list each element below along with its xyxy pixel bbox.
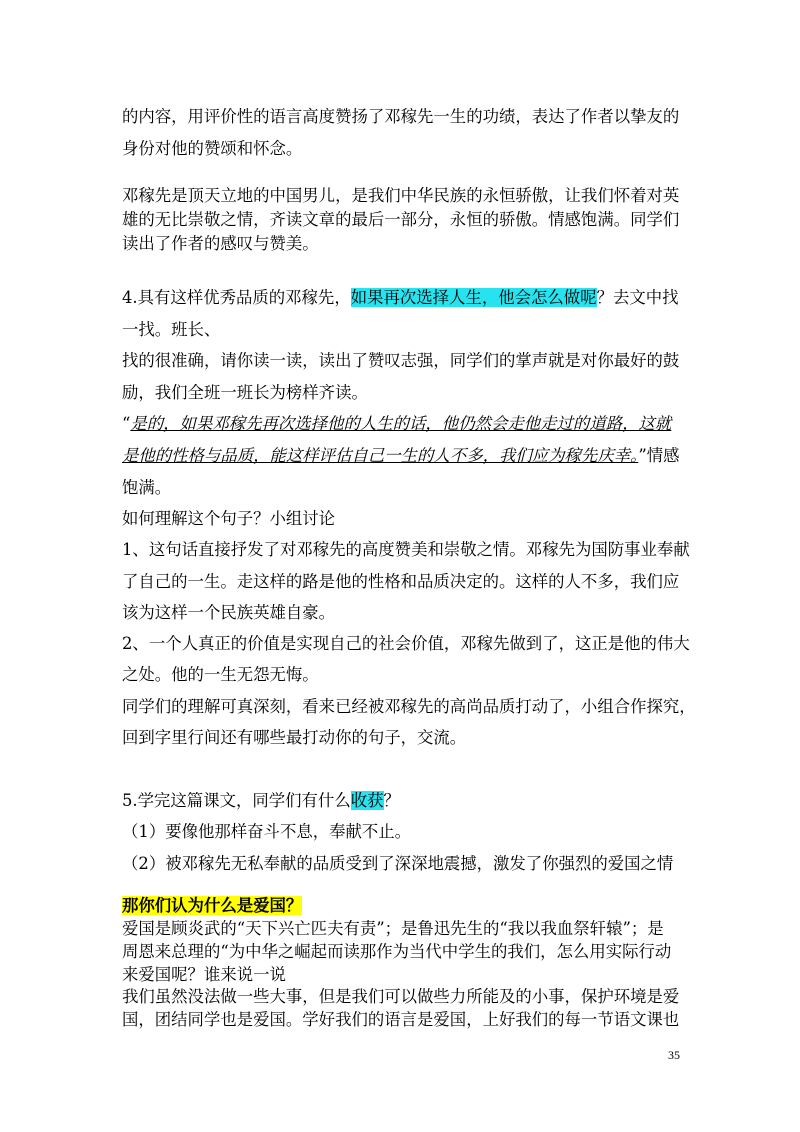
text-line: 之处。他的一生无怨无悔。	[122, 665, 319, 684]
page-number: 35	[668, 1048, 680, 1062]
text-line: 找的很准确，请你读一读，读出了赞叹志强，同学们的掌声就是对你最好的鼓	[122, 351, 680, 370]
text-line: 如何理解这个句子？小组讨论	[122, 509, 336, 528]
text-line: 同学们的理解可真深刻，看来已经被邓稼先的高尚品质打动了，小组合作探究，	[122, 697, 696, 716]
highlighted-word: 收获	[350, 791, 384, 810]
text-line: 2、一个人真正的价值是实现自己的社会价值，邓稼先做到了，这正是他的伟大	[122, 634, 690, 653]
text-line: 来爱国呢？谁来说一说	[122, 965, 286, 984]
text-line: 饱满。	[122, 478, 172, 497]
quote-suffix: ”情感	[638, 446, 680, 465]
highlighted-heading: 那你们认为什么是爱国？	[122, 896, 303, 915]
text-line: 励，我们全班一班长为榜样齐读。	[122, 383, 368, 402]
quoted-sentence: 是他的性格与品质，能这样评估自己一生的人不多，我们应为稼先庆幸。	[122, 446, 639, 465]
question-5-line	[122, 787, 688, 811]
text-line: （2）被邓稼先无私奉献的品质受到了深深地震撼，激发了你强烈的爱国之情	[122, 854, 674, 873]
text-line: 身份对他的赞颂和怀念。	[122, 139, 303, 158]
text-line: 读出了作者的感叹与赞美。	[122, 234, 319, 253]
text-line: 了自己的一生。走这样的路是他的性格和品质决定的。这样的人不多，我们应	[122, 572, 680, 591]
text-line: 我们虽然没法做一些大事，但是我们可以做些力所能及的小事，保护环境是爱	[122, 987, 680, 1006]
question-4-line	[122, 284, 688, 308]
quote-line-2	[122, 442, 688, 466]
question-4-suffix: ？去文中找	[596, 288, 679, 307]
text-line: 邓稼先是顶天立地的中国男儿，是我们中华民族的永恒骄傲，让我们怀着对英	[122, 186, 680, 205]
quote-line-1	[122, 410, 688, 434]
highlighted-heading-line	[122, 892, 688, 916]
text-line: 爱国是顾炎武的“天下兴亡匹夫有责”；是鲁迅先生的“我以我血祭轩辕”；是	[122, 919, 664, 938]
text-line: 国，团结同学也是爱国。学好我们的语言是爱国，上好我们的每一节语文课也	[122, 1010, 680, 1029]
text-line: （1）要像他那样奋斗不息，奉献不止。	[122, 822, 412, 841]
question-4-prefix: 4.具有这样优秀品质的邓稼先，	[122, 288, 351, 307]
quoted-sentence: 是的，如果邓稼先再次选择他的人生的话，他仍然会走他走过的道路，这就	[130, 414, 672, 433]
text-line: 回到字里行间还有哪些最打动你的句子，交流。	[122, 728, 467, 747]
text-line: 的内容，用评价性的语言高度赞扬了邓稼先一生的功绩，表达了作者以挚友的	[122, 107, 680, 126]
highlighted-question: 如果再次选择人生，他会怎么做呢	[350, 288, 597, 307]
open-quote: “	[122, 414, 131, 433]
text-line: 雄的无比崇敬之情，齐读文章的最后一部分，永恒的骄傲。情感饱满。同学们	[122, 210, 680, 229]
question-5-suffix: ？	[383, 791, 400, 810]
text-line: 周恩来总理的“为中华之崛起而读那作为当代中学生的我们，怎么用实际行动	[122, 942, 672, 961]
text-line: 1、这句话直接抒发了对邓稼先的高度赞美和崇敬之情。邓稼先为国防事业奉献	[122, 540, 690, 559]
text-line: 该为这样一个民族英雄自豪。	[122, 603, 336, 622]
text-line: 一找。班长、	[122, 320, 221, 339]
question-5-prefix: 5.学完这篇课文，同学们有什么	[122, 791, 351, 810]
